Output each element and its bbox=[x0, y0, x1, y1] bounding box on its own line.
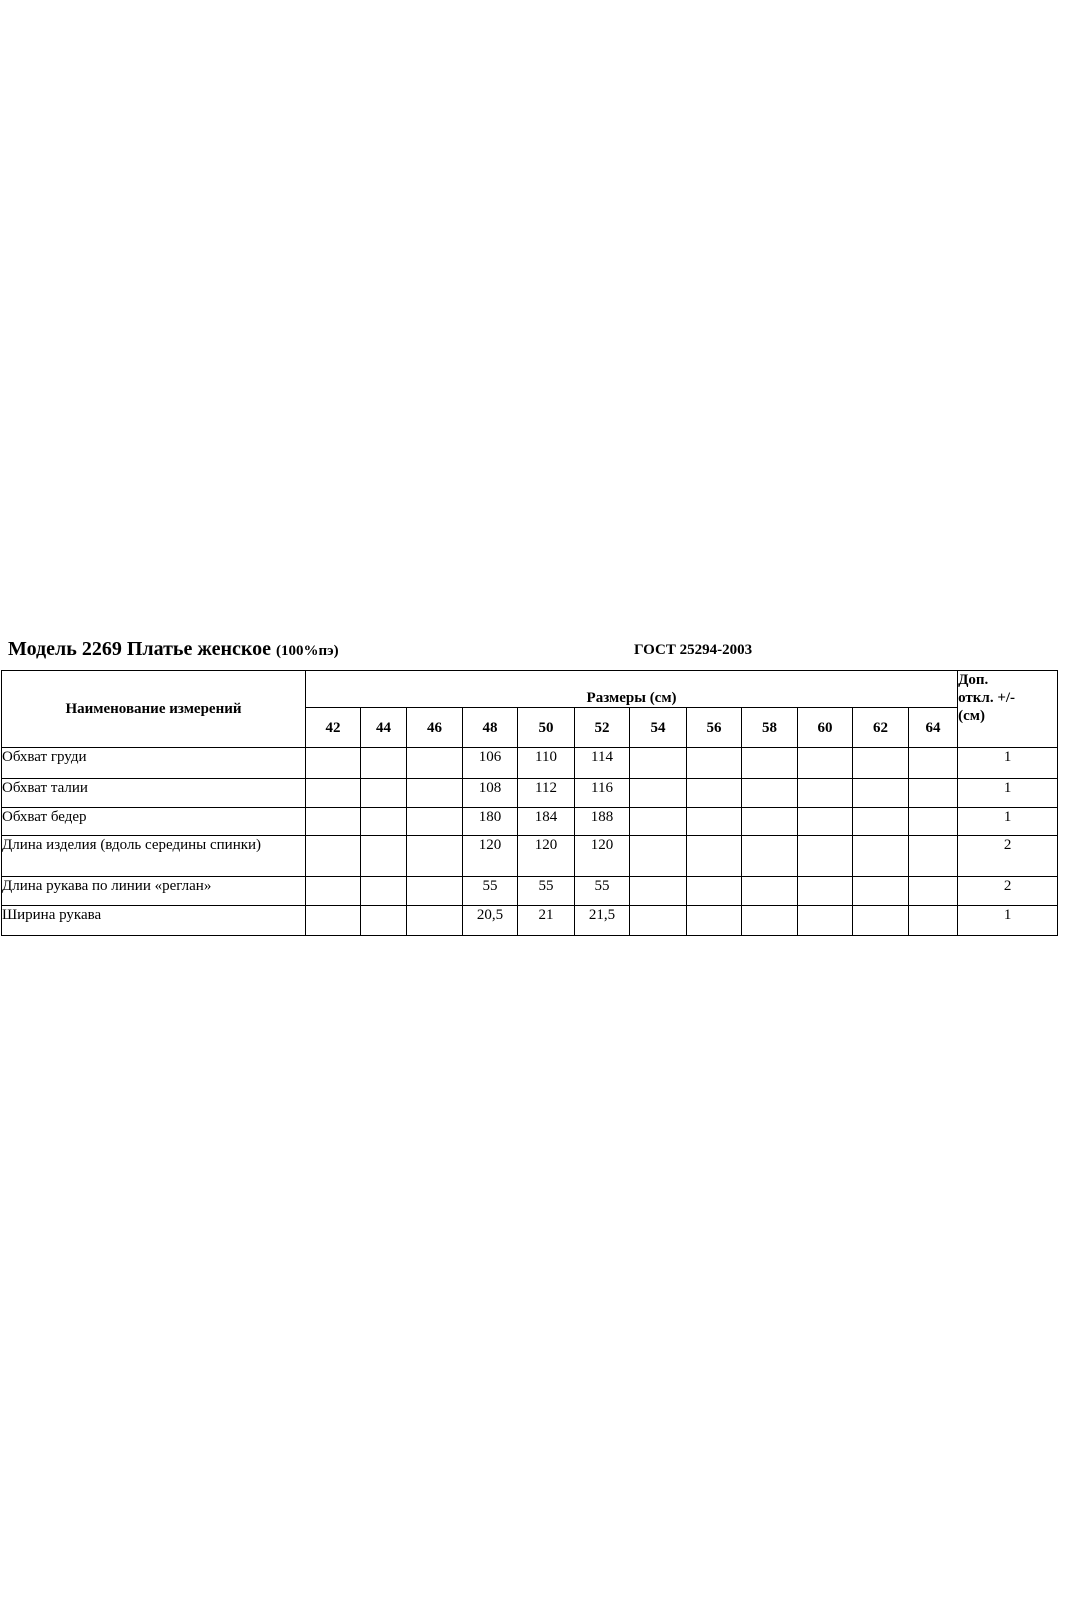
tolerance-header-line: откл. +/- bbox=[958, 690, 1016, 706]
tolerance-cell: 1 bbox=[958, 779, 1058, 808]
size-value-cell bbox=[742, 906, 798, 936]
size-value-cell bbox=[361, 877, 407, 906]
size-value-cell: 55 bbox=[518, 877, 575, 906]
size-value-cell bbox=[306, 808, 361, 836]
size-value-cell bbox=[407, 877, 463, 906]
tolerance-cell: 1 bbox=[958, 808, 1058, 836]
size-value-cell bbox=[687, 748, 742, 779]
size-value-cell bbox=[361, 779, 407, 808]
size-value-cell: 110 bbox=[518, 748, 575, 779]
size-value-cell: 180 bbox=[463, 808, 518, 836]
size-value-cell: 108 bbox=[463, 779, 518, 808]
size-value-cell: 120 bbox=[463, 836, 518, 877]
size-value-cell bbox=[798, 748, 853, 779]
size-value-cell bbox=[361, 906, 407, 936]
table-row bbox=[2, 906, 1058, 936]
size-header-cell: 48 bbox=[463, 708, 518, 748]
gost-standard: ГОСТ 25294-2003 bbox=[634, 642, 753, 658]
size-value-cell bbox=[407, 906, 463, 936]
size-value-cell bbox=[687, 906, 742, 936]
size-value-cell bbox=[306, 748, 361, 779]
size-header-cell: 52 bbox=[575, 708, 630, 748]
size-value-cell bbox=[361, 836, 407, 877]
size-value-cell bbox=[687, 779, 742, 808]
size-value-cell: 20,5 bbox=[463, 906, 518, 936]
fabric-composition: (100%пэ) bbox=[276, 643, 339, 659]
size-value-cell bbox=[798, 779, 853, 808]
size-value-cell bbox=[909, 808, 958, 836]
table-header-row bbox=[2, 671, 1058, 708]
size-value-cell bbox=[909, 779, 958, 808]
table-body bbox=[2, 748, 1058, 936]
tolerance-header-line: Доп. bbox=[958, 672, 989, 688]
table-row bbox=[2, 748, 1058, 779]
tolerance-header bbox=[958, 671, 1058, 748]
measurement-name-header: Наименование измерений bbox=[2, 671, 306, 748]
size-value-cell bbox=[853, 906, 909, 936]
measurement-name-cell: Длина рукава по линии «реглан» bbox=[2, 877, 306, 906]
document-header bbox=[8, 637, 1058, 663]
size-chart-table bbox=[1, 670, 1058, 936]
size-value-cell bbox=[361, 808, 407, 836]
model-name: Модель 2269 Платье женское bbox=[8, 638, 272, 660]
size-header-cell: 58 bbox=[742, 708, 798, 748]
size-value-cell bbox=[687, 836, 742, 877]
measurement-name-cell: Обхват талии bbox=[2, 779, 306, 808]
size-value-cell bbox=[742, 779, 798, 808]
size-value-cell bbox=[853, 836, 909, 877]
table-row bbox=[2, 836, 1058, 877]
size-value-cell: 120 bbox=[575, 836, 630, 877]
tolerance-cell: 2 bbox=[958, 836, 1058, 877]
size-value-cell: 55 bbox=[463, 877, 518, 906]
size-value-cell bbox=[630, 836, 687, 877]
size-value-cell bbox=[407, 836, 463, 877]
size-header-cell: 54 bbox=[630, 708, 687, 748]
size-value-cell bbox=[909, 906, 958, 936]
size-header-cell: 56 bbox=[687, 708, 742, 748]
size-value-cell: 106 bbox=[463, 748, 518, 779]
size-value-cell bbox=[742, 808, 798, 836]
size-value-cell: 184 bbox=[518, 808, 575, 836]
tolerance-cell: 1 bbox=[958, 906, 1058, 936]
size-value-cell bbox=[407, 808, 463, 836]
size-value-cell: 120 bbox=[518, 836, 575, 877]
measurement-name-cell: Обхват бедер bbox=[2, 808, 306, 836]
size-header-cell: 42 bbox=[306, 708, 361, 748]
table-row bbox=[2, 877, 1058, 906]
size-value-cell bbox=[630, 748, 687, 779]
size-value-cell bbox=[853, 808, 909, 836]
tolerance-cell: 1 bbox=[958, 748, 1058, 779]
sizes-header: Размеры (см) bbox=[306, 671, 958, 708]
size-value-cell bbox=[798, 877, 853, 906]
size-value-cell bbox=[742, 748, 798, 779]
size-value-cell bbox=[306, 836, 361, 877]
size-value-cell bbox=[361, 748, 407, 779]
tolerance-header-line: (см) bbox=[958, 708, 985, 724]
size-value-cell bbox=[687, 808, 742, 836]
size-value-cell bbox=[407, 779, 463, 808]
size-value-cell: 21,5 bbox=[575, 906, 630, 936]
size-value-cell bbox=[742, 877, 798, 906]
size-value-cell bbox=[407, 748, 463, 779]
size-header-cell: 44 bbox=[361, 708, 407, 748]
measurement-name-cell: Обхват груди bbox=[2, 748, 306, 779]
size-value-cell bbox=[630, 779, 687, 808]
size-value-cell: 116 bbox=[575, 779, 630, 808]
size-value-cell bbox=[909, 836, 958, 877]
size-value-cell bbox=[306, 906, 361, 936]
size-value-cell bbox=[742, 836, 798, 877]
size-value-cell bbox=[306, 779, 361, 808]
size-value-cell bbox=[798, 836, 853, 877]
size-value-cell: 112 bbox=[518, 779, 575, 808]
size-header-cell: 50 bbox=[518, 708, 575, 748]
table-row bbox=[2, 779, 1058, 808]
size-value-cell bbox=[630, 808, 687, 836]
size-value-cell: 21 bbox=[518, 906, 575, 936]
tolerance-cell: 2 bbox=[958, 877, 1058, 906]
size-value-cell bbox=[853, 748, 909, 779]
measurement-name-cell: Длина изделия (вдоль середины спинки) bbox=[2, 836, 306, 877]
size-header-cell: 64 bbox=[909, 708, 958, 748]
size-value-cell bbox=[306, 877, 361, 906]
size-value-cell bbox=[909, 748, 958, 779]
size-value-cell: 55 bbox=[575, 877, 630, 906]
size-value-cell bbox=[798, 906, 853, 936]
size-value-cell bbox=[853, 877, 909, 906]
size-value-cell bbox=[853, 779, 909, 808]
size-header-cell: 62 bbox=[853, 708, 909, 748]
measurement-name-cell: Ширина рукава bbox=[2, 906, 306, 936]
size-value-cell bbox=[630, 877, 687, 906]
size-value-cell bbox=[630, 906, 687, 936]
model-title bbox=[8, 637, 339, 663]
size-header-cell: 60 bbox=[798, 708, 853, 748]
size-value-cell: 114 bbox=[575, 748, 630, 779]
table-row bbox=[2, 808, 1058, 836]
size-header-cell: 46 bbox=[407, 708, 463, 748]
size-value-cell: 188 bbox=[575, 808, 630, 836]
size-value-cell bbox=[798, 808, 853, 836]
size-value-cell bbox=[909, 877, 958, 906]
size-value-cell bbox=[687, 877, 742, 906]
